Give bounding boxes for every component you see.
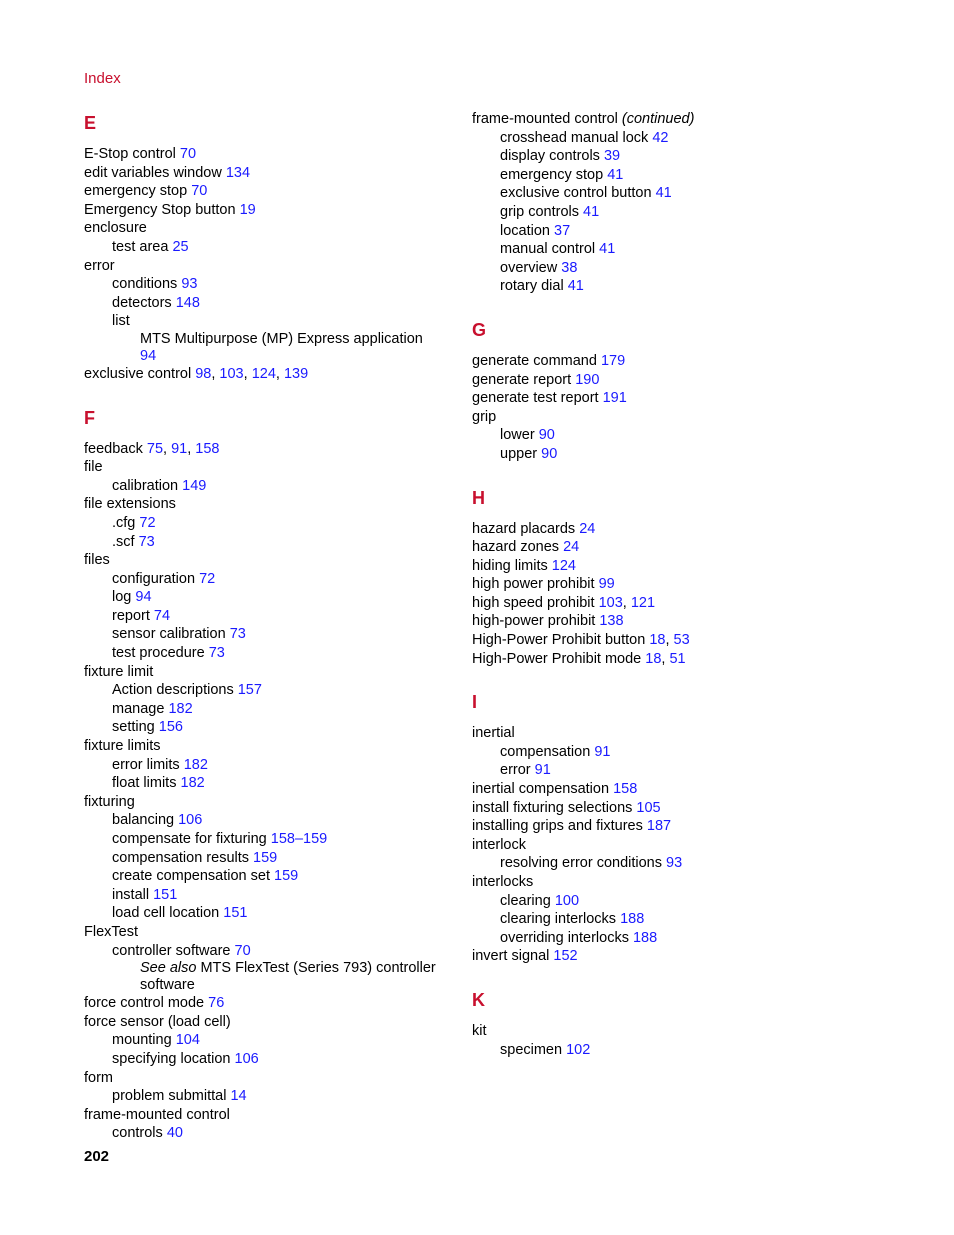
page-ref-link[interactable]: 38 — [561, 259, 578, 276]
index-term: kit — [472, 1022, 487, 1039]
page-ref-link[interactable]: 53 — [673, 632, 690, 649]
index-column-right — [472, 110, 892, 1059]
index-entry — [84, 164, 454, 183]
index-term: Action descriptions — [112, 682, 234, 699]
index-entry — [472, 426, 892, 445]
page-ref-link[interactable]: 124 — [251, 365, 276, 382]
index-term: float limits — [112, 775, 177, 792]
index-term: location — [500, 222, 550, 239]
index-entry — [84, 923, 454, 942]
index-term: compensate for fixturing — [112, 831, 267, 847]
page-ref-link[interactable]: 151 — [223, 905, 248, 922]
index-term: conditions — [112, 276, 178, 293]
index-entry — [84, 458, 454, 477]
index-entry — [84, 495, 454, 514]
index-term: resolving error conditions — [500, 855, 662, 872]
index-entry — [472, 520, 892, 539]
section-gap — [472, 966, 892, 989]
index-entry — [472, 147, 892, 166]
index-entry — [84, 219, 454, 238]
index-term: error — [500, 762, 531, 779]
page-ref-link[interactable]: 158 — [613, 781, 638, 798]
page-ref-link[interactable]: 93 — [181, 276, 198, 293]
index-entry — [84, 960, 440, 994]
page-ref-link[interactable]: 188 — [632, 929, 658, 946]
index-term: clearing — [500, 892, 551, 909]
page-ref-link[interactable]: 70 — [191, 183, 208, 200]
page-ref-link[interactable]: 91 — [594, 743, 611, 760]
index-term: test area — [112, 238, 169, 255]
index-term: inertial compensation — [472, 781, 610, 798]
index-term: Emergency Stop button — [84, 201, 236, 218]
page-ref-link[interactable]: 124 — [551, 557, 576, 574]
page-ref-link[interactable]: 91 — [171, 440, 188, 457]
page-ref-link[interactable]: 72 — [199, 570, 216, 587]
index-term: inertial — [472, 725, 515, 742]
page-ref-link[interactable]: 76 — [208, 995, 225, 1012]
page-ref-link[interactable]: 98 — [195, 365, 212, 382]
index-term: exclusive control button — [500, 185, 652, 202]
index-term: fixture limit — [84, 663, 154, 680]
see-also-label: See also — [140, 960, 197, 977]
index-entry — [84, 533, 454, 552]
index-term: error — [84, 257, 115, 274]
page-ref-link[interactable]: 94 — [140, 347, 157, 364]
page-ref-link[interactable]: 104 — [175, 1032, 200, 1049]
index-entry — [472, 929, 892, 948]
page-ref-link[interactable]: 182 — [180, 775, 205, 792]
index-entry — [84, 1013, 454, 1032]
page-ref-link[interactable]: 40 — [166, 1125, 183, 1142]
index-term: high power prohibit — [472, 576, 595, 593]
index-entry — [472, 389, 892, 408]
section-gap — [472, 464, 892, 487]
page-ref-link[interactable]: 41 — [567, 278, 584, 295]
page-ref-link[interactable]: 182 — [183, 756, 208, 773]
index-entry — [84, 886, 454, 905]
index-term: specimen — [500, 1041, 563, 1058]
page-ref-link[interactable]: 73 — [138, 533, 155, 550]
index-entry — [472, 612, 892, 631]
index-entry — [84, 145, 454, 164]
page-ref-link[interactable]: 39 — [603, 148, 621, 165]
index-entry — [84, 1050, 454, 1069]
page-ref-link[interactable]: 99 — [598, 576, 615, 593]
index-entry — [472, 836, 892, 855]
index-term: problem submittal — [112, 1088, 227, 1105]
index-entry — [472, 873, 892, 892]
index-entry — [472, 240, 892, 259]
index-entry — [84, 312, 454, 331]
section-letter: I — [472, 692, 478, 713]
page-ref-link[interactable]: 41 — [655, 185, 672, 202]
index-term: E-Stop control — [84, 146, 176, 162]
index-term: grip controls — [500, 203, 579, 220]
index-term: exclusive control — [84, 365, 192, 382]
index-entry — [84, 793, 454, 812]
page-ref-link[interactable]: 91 — [534, 762, 551, 779]
index-term: specifying location — [112, 1050, 231, 1067]
index-term: interlocks — [472, 874, 534, 890]
page-ref-link[interactable]: 138 — [599, 613, 624, 630]
index-entry — [472, 947, 892, 966]
index-entry — [84, 551, 454, 570]
index-entry — [84, 849, 454, 868]
index-term: balancing — [112, 812, 175, 829]
index-term: overriding interlocks — [500, 929, 629, 946]
index-entry — [84, 514, 454, 533]
continued-label: (continued) — [621, 111, 695, 127]
index-term: install — [112, 886, 150, 903]
index-entry — [472, 1041, 892, 1060]
index-entry — [472, 445, 892, 464]
index-term: hiding limits — [472, 557, 548, 574]
index-column-left — [84, 112, 454, 1143]
index-entry — [84, 756, 454, 775]
index-term: file — [84, 459, 103, 476]
index-entry — [472, 557, 892, 576]
page-ref-link[interactable]: 149 — [182, 477, 207, 494]
page-ref-link[interactable]: 94 — [135, 589, 152, 606]
index-term: .scf — [112, 533, 135, 550]
page-ref-link[interactable]: 191 — [602, 390, 627, 407]
index-term: file extensions — [84, 496, 176, 513]
index-term: rotary dial — [500, 278, 564, 295]
index-term: FlexTest — [84, 923, 138, 940]
page-ref-link[interactable]: 103 — [598, 594, 623, 611]
index-entry — [472, 575, 892, 594]
index-entry — [84, 1031, 454, 1050]
index-entry — [472, 1022, 892, 1041]
index-term: High-Power Prohibit button — [472, 632, 646, 649]
index-entry — [84, 718, 454, 737]
page-ref-link[interactable]: 18 — [645, 650, 662, 667]
index-term: files — [84, 552, 110, 569]
page-ref-link[interactable]: 74 — [153, 607, 171, 624]
index-term: error limits — [112, 756, 180, 773]
page-ref-link[interactable]: 157 — [237, 682, 262, 699]
index-entry — [84, 182, 454, 201]
index-term: log — [112, 589, 132, 606]
index-term: hazard placards — [472, 520, 576, 537]
page-ref-link[interactable]: 139 — [283, 365, 309, 382]
index-term: High-Power Prohibit mode — [472, 650, 642, 667]
index-term: calibration — [112, 477, 179, 494]
index-entry — [472, 761, 892, 780]
index-term: compensation results — [112, 849, 250, 866]
page-ref-link[interactable]: 72 — [139, 514, 156, 531]
page-ref-link[interactable]: 187 — [646, 818, 672, 835]
index-term: lower — [500, 427, 535, 444]
page-ref-link[interactable]: 41 — [607, 166, 624, 183]
index-term: form — [84, 1069, 113, 1086]
page-ref-link[interactable]: 102 — [566, 1041, 591, 1058]
page-ref-link[interactable]: 156 — [158, 719, 183, 736]
page-ref-link[interactable]: 37 — [554, 222, 571, 239]
index-entry — [472, 780, 892, 799]
index-entry — [472, 259, 892, 278]
index-term: test procedure — [112, 645, 205, 662]
page-ref-link[interactable]: 41 — [583, 203, 600, 220]
page-ref-link[interactable]: 158–159 — [270, 831, 328, 847]
index-term: sensor calibration — [112, 626, 226, 643]
index-term: high-power prohibit — [472, 613, 596, 630]
index-term: fixture limits — [84, 738, 161, 755]
index-entry — [84, 994, 454, 1013]
index-entry — [84, 867, 454, 886]
index-term: generate report — [472, 371, 572, 388]
index-entry — [84, 811, 454, 830]
index-term: clearing interlocks — [500, 911, 617, 928]
page-ref-link[interactable]: 106 — [234, 1050, 259, 1067]
page-ref-link[interactable]: 73 — [229, 626, 246, 643]
index-entry — [84, 830, 454, 849]
page-ref-link[interactable]: 14 — [230, 1088, 247, 1105]
index-term: force control mode — [84, 995, 205, 1012]
index-entry — [84, 625, 454, 644]
index-term: upper — [500, 445, 538, 462]
page-ref-link[interactable]: 158 — [195, 440, 220, 457]
index-entry — [84, 570, 454, 589]
section-gap — [84, 384, 454, 407]
index-term: MTS FlexTest (Series 793) controller software — [140, 960, 436, 994]
index-term: high speed prohibit — [472, 594, 595, 611]
index-entry — [84, 1106, 454, 1125]
page-ref-link[interactable]: 90 — [541, 445, 558, 462]
index-entry — [84, 477, 454, 496]
index-entry — [472, 110, 892, 129]
page-ref-link[interactable]: 93 — [666, 855, 683, 872]
index-term: .cfg — [112, 514, 136, 531]
page-ref-link[interactable]: 24 — [563, 539, 580, 556]
page-ref-link[interactable]: 134 — [225, 164, 251, 181]
page-ref-link[interactable]: 25 — [172, 238, 189, 255]
index-term: load cell location — [112, 905, 220, 922]
index-entry — [84, 331, 440, 365]
index-term: display controls — [500, 148, 600, 165]
index-entry — [84, 588, 454, 607]
index-entry — [472, 352, 892, 371]
index-entry — [84, 644, 454, 663]
section-letter: H — [472, 487, 485, 508]
index-entry — [84, 607, 454, 626]
index-entry — [472, 910, 892, 929]
index-entry — [84, 942, 454, 961]
page-ref-link[interactable]: 100 — [554, 892, 580, 909]
index-entry — [84, 737, 454, 756]
index-term: invert signal — [472, 948, 550, 965]
index-term: configuration — [112, 570, 196, 587]
index-entry — [84, 238, 454, 257]
index-term: list — [112, 313, 130, 330]
index-term: frame-mounted control — [84, 1106, 230, 1123]
index-term: controller software — [112, 942, 231, 959]
index-term: edit variables window — [84, 164, 222, 181]
index-entry — [84, 201, 454, 220]
index-entry — [84, 257, 454, 276]
index-term: setting — [112, 719, 155, 736]
index-term: controls — [112, 1125, 163, 1142]
index-entry: High-Power Prohibit button 18, 53 — [472, 632, 690, 649]
index-term: crosshead manual lock — [500, 129, 649, 146]
index-entry — [472, 724, 892, 743]
page-ref-link[interactable]: 152 — [553, 948, 578, 965]
index-entry — [84, 1087, 454, 1106]
index-entry — [84, 681, 454, 700]
page-ref-link[interactable]: 179 — [600, 352, 626, 369]
page-ref-link[interactable]: 159 — [274, 868, 299, 885]
index-term: feedback — [84, 440, 143, 457]
page-ref-link[interactable]: 73 — [208, 645, 225, 662]
index-entry — [472, 408, 892, 427]
index-entry: high speed prohibit 103, 121 — [472, 594, 656, 611]
index-term: emergency stop — [84, 183, 188, 200]
index-term: interlock — [472, 836, 526, 853]
page-ref-link[interactable]: 159 — [253, 849, 278, 866]
section-gap — [472, 296, 892, 319]
index-entry — [84, 275, 454, 294]
index-term: emergency stop — [500, 166, 604, 183]
page-ref-link[interactable]: 51 — [669, 650, 686, 667]
index-entry — [84, 1124, 454, 1143]
section-letter: G — [472, 319, 487, 340]
index-entry — [472, 854, 892, 873]
page-ref-link[interactable]: 103 — [219, 365, 244, 382]
page-ref-link[interactable]: 182 — [168, 700, 193, 717]
index-term: mounting — [112, 1032, 172, 1049]
page-ref-link[interactable]: 18 — [649, 632, 666, 649]
index-term: manual control — [500, 241, 596, 258]
page-ref-link[interactable]: 70 — [234, 942, 251, 959]
index-entry — [472, 203, 892, 222]
index-entry — [472, 277, 892, 296]
page-ref-link[interactable]: 106 — [178, 812, 203, 829]
page-ref-link[interactable]: 19 — [239, 201, 256, 218]
page-ref-link[interactable]: 151 — [153, 886, 178, 903]
page-ref-link[interactable]: 24 — [579, 520, 596, 537]
page-ref-link[interactable]: 75 — [146, 440, 164, 457]
index-entry: feedback 75, 91, 158 — [84, 440, 220, 457]
index-term: report — [112, 607, 150, 624]
index-entry — [84, 294, 454, 313]
index-entry — [472, 222, 892, 241]
index-term: fixturing — [84, 793, 135, 810]
section-gap — [472, 668, 892, 691]
index-entry — [84, 700, 454, 719]
index-term: create compensation set — [112, 868, 270, 885]
section-letter: F — [84, 407, 95, 428]
index-term: manage — [112, 700, 165, 717]
index-entry — [472, 743, 892, 762]
page-number: 202 — [84, 1148, 110, 1165]
index-entry — [472, 538, 892, 557]
index-entry — [472, 184, 892, 203]
section-letter: K — [472, 989, 485, 1010]
index-entry — [472, 371, 892, 390]
index-entry — [472, 166, 892, 185]
index-entry — [84, 1069, 454, 1088]
index-term: compensation — [500, 743, 591, 760]
index-term: force sensor (load cell) — [84, 1013, 231, 1030]
index-term: installing grips and fixtures — [472, 818, 643, 835]
index-entry — [84, 774, 454, 793]
page-ref-link[interactable]: 121 — [630, 594, 656, 611]
page-ref-link[interactable]: 148 — [175, 294, 200, 311]
section-letter: E — [84, 113, 97, 133]
index-term: frame-mounted control — [472, 111, 618, 127]
page-ref-link[interactable]: 70 — [179, 146, 197, 162]
page-ref-link[interactable]: 41 — [599, 241, 616, 258]
index-term: generate command — [472, 352, 597, 369]
page-ref-link[interactable]: 42 — [652, 129, 669, 146]
index-entry — [472, 892, 892, 911]
running-header: Index — [84, 70, 121, 87]
index-entry — [472, 129, 892, 148]
index-term: overview — [500, 259, 558, 276]
index-entry — [472, 817, 892, 836]
index-entry — [84, 904, 454, 923]
page-ref-link[interactable]: 90 — [538, 427, 555, 444]
index-entry: High-Power Prohibit mode 18, 51 — [472, 650, 686, 667]
index-entry — [84, 663, 454, 682]
index-term: enclosure — [84, 220, 147, 237]
index-term: detectors — [112, 294, 172, 311]
page-ref-link[interactable]: 105 — [636, 799, 661, 816]
index-term: generate test report — [472, 390, 599, 407]
index-term: install fixturing selections — [472, 799, 633, 816]
index-term: MTS Multipurpose (MP) Express application — [140, 330, 423, 347]
index-term: grip — [472, 408, 497, 425]
index-entry: exclusive control 98, 103, 124, 139 — [84, 365, 309, 382]
page-ref-link[interactable]: 190 — [575, 371, 600, 388]
index-term: hazard zones — [472, 539, 560, 556]
index-entry — [472, 799, 892, 818]
page-ref-link[interactable]: 188 — [620, 911, 645, 928]
